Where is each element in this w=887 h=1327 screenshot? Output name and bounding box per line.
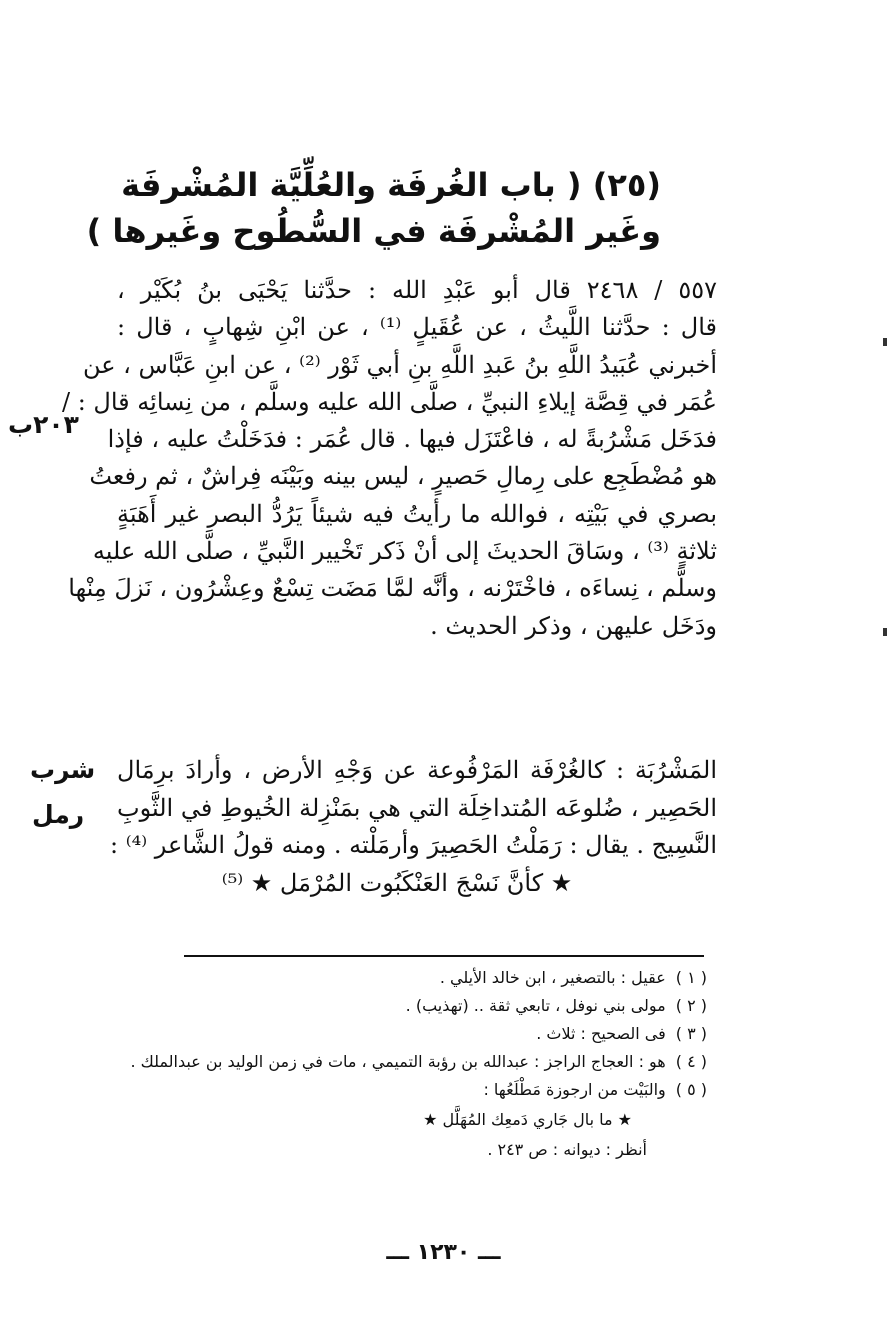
footnote [27, 1076, 707, 1104]
hadith-line: فدَخَل مَشْرُبةً له ، فاعْتَزَل فيها . قال عُمَر : فدَخَلْتُ عليه ، فإذا [107, 425, 717, 454]
footnote-reference: أنظر : ديوانه : ص ٢٤٣ . [487, 1140, 647, 1159]
chapter-title-line-1: (٢٥) ( باب الغُرفَة والعُلِّيَّة المُشْرفَة [121, 166, 661, 204]
chapter-title [86, 162, 661, 254]
footnote-divider [184, 955, 704, 957]
footnote-number: ( ٤ ) [675, 1052, 707, 1071]
footnote [27, 1020, 707, 1048]
footnote [27, 992, 707, 1020]
footnote [27, 1048, 707, 1076]
chapter-title-line-2: وغَير المُشْرفَة في السُّطُوح وغَيرها ) [86, 212, 661, 250]
footnote-number: ( ٣ ) [675, 1024, 707, 1043]
footnote-number: ( ٥ ) [675, 1080, 707, 1099]
hadith-line: عُمَر في قِصَّة إيلاءِ النبيِّ ، صلَّى الله عليه وسلَّم ، من نِسائِه قال : / [62, 387, 717, 416]
hadith-line: هو مُضْطَجِع على رِمالِ حَصيرٍ ، ليس بينه وبَيْنَه فِراشٌ ، ثم رفعتُ [89, 462, 717, 491]
gloss-line: الحَصِير ، ضُلوعَه المُتداخِلَة التي هي بمَنْزِلة الخُيوطِ في الثَّوبِ [117, 793, 717, 822]
poetry-verse: ★ كأنَّ نَسْجَ العَنْكَبُوت المُرْمَل ★ ⁽⁵⁾ [221, 868, 573, 897]
footnote-text: عقيل : بالتصغير ، ابن خالد الأيلي . [439, 968, 666, 987]
scan-edge-mark [883, 628, 887, 636]
footnote-text: فى الصحيح : ثلاث . [536, 1024, 666, 1043]
hadith-line: ودَخَل عليهن ، وذكر الحديث . [430, 611, 717, 640]
manuscript-folio-reference: ٢٠٣ب [8, 410, 79, 439]
scan-edge-mark [883, 338, 887, 346]
hadith-line: وسلَّم ، نِساءَه ، فاخْتَرْنه ، وأنَّه لمَّا مَضَت تِسْعٌ وعِشْرُون ، نَزلَ مِنْها [68, 574, 717, 603]
footnote-number: ( ٢ ) [675, 996, 707, 1015]
hadith-line: أخبرني عُبَيدُ اللَّهِ بنُ عَبدِ اللَّهِ بنِ أبي ثَوْر ⁽²⁾ ، عن ابنِ عَبَّاس ، عن [82, 350, 717, 379]
margin-gloss-keyword: شرب [30, 755, 96, 784]
gloss-line: النَّسِيج . يقال : رَمَلْتُ الحَصِيرَ وأرمَلْته . ومنه قولُ الشَّاعر ⁽⁴⁾ : [110, 831, 717, 859]
footnote [27, 964, 707, 992]
gloss-commentary [110, 752, 717, 905]
footnote-verse: ★ ما بال جَاري دَمعِك المُهَلَّل ★ [423, 1110, 632, 1129]
footnote-text: مولى بني نوفل ، تابعي ثقة .. (تهذيب) . [405, 996, 666, 1015]
hadith-line: قال : حدَّثنا اللَّيثُ ، عن عُقَيلٍ ⁽¹⁾ ، عن ابْنِ شِهابٍ ، قال : [117, 313, 717, 342]
gloss-line: المَشْرُبَة : كالغُرْفَة المَرْفُوعة عن وَجْهِ الأرض ، وأرادَ برِمَال [117, 756, 717, 784]
hadith-line: ثلاثةٍ ⁽³⁾ ، وسَاقَ الحديثَ إلى أنْ ذَكر تَخْيير النَّبيِّ ، صلَّى الله عليه [92, 537, 717, 566]
footnotes [27, 964, 707, 1164]
page-number: ـــ ١٢٣٠ ـــ [386, 1240, 501, 1265]
footnote-text: هو : العجاج الراجز : عبدالله بن رؤبة التميمي ، مات في زمن الوليد بن عبدالملك . [130, 1052, 666, 1071]
hadith-line: بصري في بَيْتِه ، فوالله ما رأيتُ فيه شيئاً يَرُدُّ البصر غير أَهَبَةٍ [117, 499, 717, 528]
hadith-text [62, 272, 717, 645]
margin-gloss-keyword: رمل [32, 800, 85, 829]
hadith-line: ٥٥٧ / ٢٤٦٨ قال أبو عَبْدِ الله : حدَّثنا يَحْيَى بنُ بُكَيْر ، [117, 276, 717, 304]
footnote-text: والبَيْت من ارجوزة مَطْلَعُها : [483, 1080, 666, 1099]
footnote-number: ( ١ ) [675, 968, 707, 987]
